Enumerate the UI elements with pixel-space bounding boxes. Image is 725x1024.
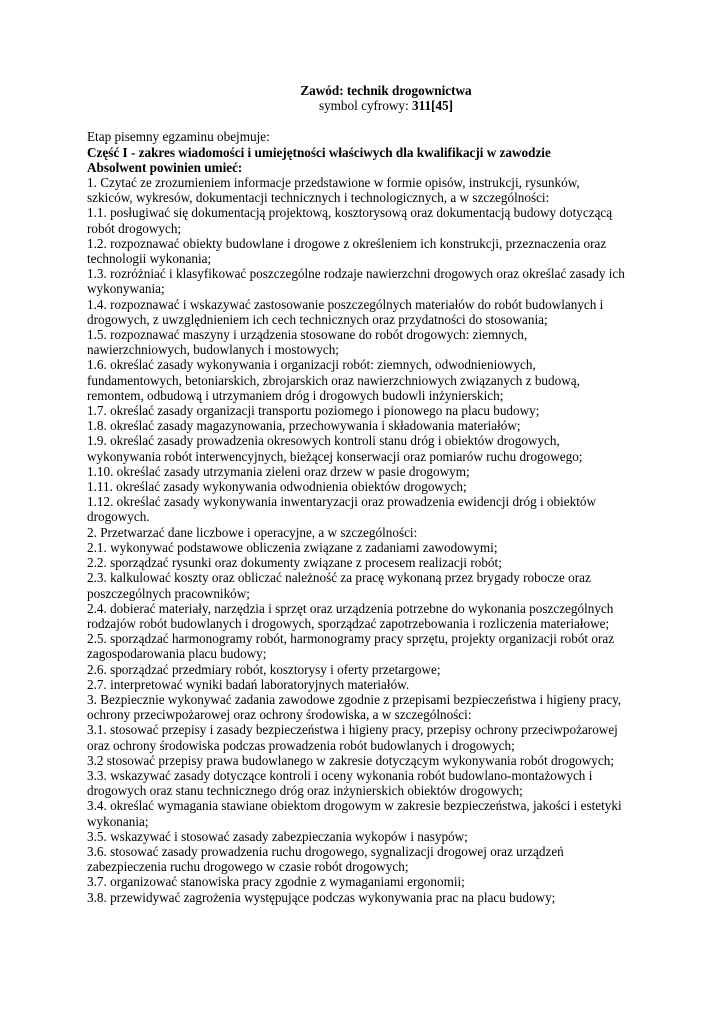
body-line: 2.2. sporządzać rysunki oraz dokumenty związane z procesem realizacji robót; <box>87 555 502 571</box>
body-line: 2.1. wykonywać podstawowe obliczenia związane z zadaniami zawodowymi; <box>87 539 498 555</box>
body-line: drogowych, z uwzględnieniem ich cech technicznych oraz przydatności do stosowania; <box>87 311 548 327</box>
part-heading: Część I - zakres wiadomości i umiejętności właściwych dla kwalifikacji w zawodzie <box>87 144 551 160</box>
body-line: 3.1. stosować przepisy i zasady bezpieczeństwa i higieny pracy, przepisy ochrony przeciwpożarowej <box>87 722 618 738</box>
body-line: 2.5. sporządzać harmonogramy robót, harmonogramy pracy sprzętu, projekty organizacji robót oraz <box>87 631 615 647</box>
body-line: 1.5. rozpoznawać maszyny i urządzenia stosowane do robót drogowych: ziemnych, <box>87 327 528 343</box>
symbol-label: symbol cyfrowy: <box>318 98 412 114</box>
body-line: 1.12. określać zasady wykonywania inwentaryzacji oraz prowadzenia ewidencji dróg i obiektów <box>87 494 596 510</box>
symbol-value: 311[45] <box>412 98 454 114</box>
body-line: 1.3. rozróżniać i klasyfikować poszczególne rodzaje nawierzchni drogowych oraz określać zasady ich <box>87 266 625 282</box>
body-line: 3.4. określać wymagania stawiane obiektom drogowym w zakresie bezpieczeństwa, jakości i estetyki <box>87 798 622 814</box>
body-line: wykonywania robót interwencyjnych, bieżącej konserwacji oraz pomiarów ruchu drogowego; <box>87 448 583 464</box>
document-title: Zawód: technik drogownictwa <box>300 83 472 98</box>
body-line: oraz ochrony środowiska podczas prowadzenia robót budowlanych i drogowych; <box>87 737 515 753</box>
body-line: 3.8. przewidywać zagrożenia występujące podczas wykonywania prac na placu budowy; <box>87 889 556 905</box>
body-line: zagospodarowania placu budowy; <box>87 646 267 662</box>
body-line: 1.1. posługiwać się dokumentacją projektową, kosztorysową oraz dokumentacją budowy dotyczącą <box>87 205 613 221</box>
body-line: drogowych oraz stanu technicznego dróg oraz inżynierskich obiektów drogowych; <box>87 783 523 799</box>
body-line: wykonywania; <box>87 281 165 297</box>
body-line: fundamentowych, betoniarskich, zbrojarskich oraz nawierzchniowych związanych z budową, <box>87 372 580 388</box>
body-line: 1.9. określać zasady prowadzenia okresowych kontroli stanu dróg i obiektów drogowych, <box>87 433 560 449</box>
body-line: 1. Czytać ze zrozumieniem informacje przedstawione w formie opisów, instrukcji, rysunków, <box>87 175 580 191</box>
body-line: ochrony przeciwpożarowej oraz ochrony środowiska, a w szczególności: <box>87 707 472 723</box>
absolvent-heading: Absolwent powinien umieć: <box>87 159 243 175</box>
body-line: zabezpieczenia ruchu drogowego w czasie robót drogowych; <box>87 859 409 875</box>
body-line: 3.6. stosować zasady prowadzenia ruchu drogowego, sygnalizacji drogowej oraz urządzeń <box>87 843 564 859</box>
body-line: 1.7. określać zasady organizacji transportu poziomego i pionowego na placu budowy; <box>87 403 540 419</box>
body-line: 2.7. interpretować wyniki badań laboratoryjnych materiałów. <box>87 676 410 692</box>
intro-line: Etap pisemny egzaminu obejmuje: <box>87 129 270 145</box>
body-line: 1.4. rozpoznawać i wskazywać zastosowanie poszczególnych materiałów do robót budowlanych i <box>87 296 604 312</box>
body-line: 2.3. kalkulować koszty oraz obliczać należność za pracę wykonaną przez brygady robocze oraz <box>87 570 591 586</box>
body-text <box>87 175 685 905</box>
body-line: rodzajów robót budowlanych i drogowych, sporządzać zapotrzebowania i rozliczenia materiałowe; <box>87 615 610 631</box>
body-line: 2.6. sporządzać przedmiary robót, kosztorysy i oferty przetargowe; <box>87 661 441 677</box>
body-line: 1.2. rozpoznawać obiekty budowlane i drogowe z określeniem ich konstrukcji, przeznaczenia oraz <box>87 235 607 251</box>
body-line: 1.8. określać zasady magazynowania, przechowywania i składowania materiałów; <box>87 418 521 434</box>
body-line: drogowych. <box>87 509 150 525</box>
body-line: nawierzchniowych, budowlanych i mostowych; <box>87 342 339 358</box>
body-line: 1.11. określać zasady wykonywania odwodnienia obiektów drogowych; <box>87 479 467 495</box>
document-subtitle <box>87 98 685 113</box>
body-line: 3.5. wskazywać i stosować zasady zabezpieczania wykopów i nasypów; <box>87 828 468 844</box>
body-line: 1.10. określać zasady utrzymania zieleni oraz drzew w pasie drogowym; <box>87 463 470 479</box>
spacer <box>87 113 685 129</box>
body-line: 2. Przetwarzać dane liczbowe i operacyjne, a w szczególności: <box>87 524 418 540</box>
body-line: 3.3. wskazywać zasady dotyczące kontroli i oceny wykonania robót budowlano-montażowych i <box>87 767 593 783</box>
body-line: poszczególnych pracowników; <box>87 585 250 601</box>
body-line: 3. Bezpiecznie wykonywać zadania zawodowe zgodnie z przepisami bezpieczeństwa i higieny pracy, <box>87 691 622 707</box>
body-line: technologii wykonania; <box>87 251 212 267</box>
body-line: 3.7. organizować stanowiska pracy zgodnie z wymaganiami ergonomii; <box>87 874 465 890</box>
body-line: szkiców, wykresów, dokumentacji technicznych i technologicznych, a w szczególności: <box>87 190 550 206</box>
body-line: robót drogowych; <box>87 220 182 236</box>
body-line: 3.2 stosować przepisy prawa budowlanego w zakresie dotyczącym wykonywania robót drogowych; <box>87 752 614 768</box>
body-line: 1.6. określać zasady wykonywania i organizacji robót: ziemnych, odwodnieniowych, <box>87 357 536 373</box>
body-line: 2.4. dobierać materiały, narzędzia i sprzęt oraz urządzenia potrzebne do wykonania poszczególnych <box>87 600 614 616</box>
body-line: remontem, odbudową i utrzymaniem dróg i drogowych budowli inżynierskich; <box>87 387 504 403</box>
body-line: wykonania; <box>87 813 149 829</box>
